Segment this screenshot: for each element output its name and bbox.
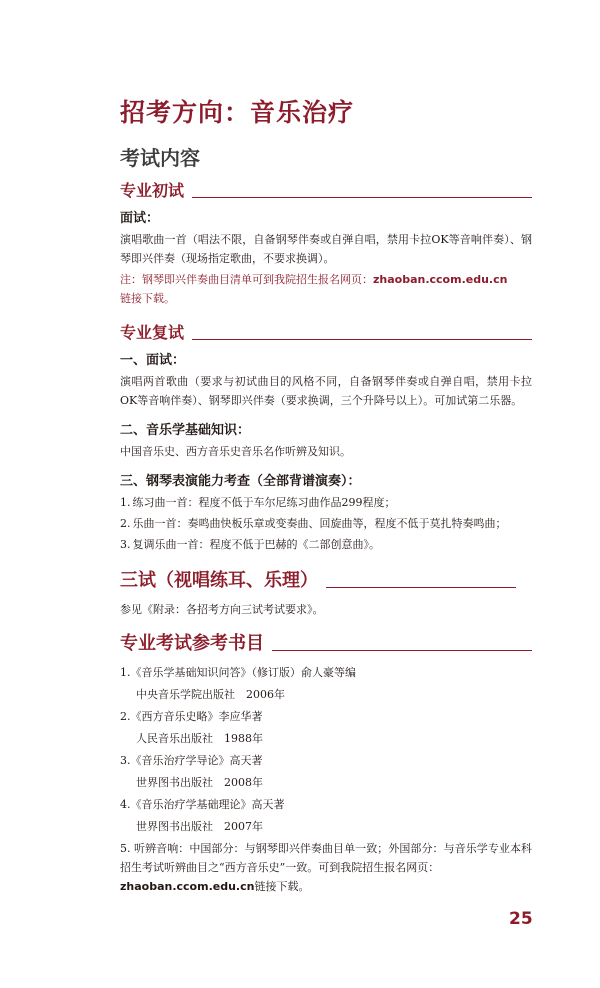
sub-heading: 二、音乐学基础知识：: [120, 423, 251, 438]
book-publisher: 世界图书出版社 2008年: [136, 776, 263, 789]
listening-item: [120, 839, 532, 896]
list-item: [120, 535, 532, 554]
book-title: 4.《音乐治疗学基础理论》高天著: [120, 798, 285, 811]
sub-heading: 一、面试：: [120, 353, 186, 368]
list-text: 练习曲一首：程度不低于车尔尼练习曲作品299程度；: [132, 496, 396, 509]
paragraph: 中国音乐史、西方音乐史音乐名作听辨及知识。: [120, 445, 351, 458]
book-publisher: 人民音乐出版社 1988年: [136, 732, 263, 745]
list-number: 2.: [120, 517, 131, 530]
section-rule: [326, 587, 516, 588]
book-title: 1.《音乐学基础知识问答》（修订版）俞人豪等编: [120, 666, 356, 679]
sub-heading: 面试：: [120, 211, 160, 226]
section-rule: [192, 197, 532, 198]
book-publisher: 世界图书出版社 2007年: [136, 820, 263, 833]
section-heading-initial-exam: [120, 180, 532, 202]
website-link[interactable]: zhaoban.ccom.edu.cn: [373, 273, 508, 286]
page-subtitle: 考试内容: [120, 146, 200, 170]
list-text: 复调乐曲一首：程度不低于巴赫的《二部创意曲》。: [132, 538, 380, 551]
book-title: 2.《西方音乐史略》李应华著: [120, 710, 263, 723]
page-content: [120, 96, 532, 896]
book-title: 3.《音乐治疗学导论》高天著: [120, 754, 263, 767]
list-item: [120, 493, 532, 512]
paragraph: 演唱两首歌曲（要求与初试曲目的风格不同，自备钢琴伴奏或自弹自唱，禁用卡拉OK等音响伴奏）、钢琴即兴伴奏（要求换调，三个升降号以上）。可加试第二乐器。: [120, 375, 532, 407]
book-publisher: 中央音乐学院出版社 2006年: [136, 688, 285, 701]
note: [120, 270, 532, 308]
page-title: 招考方向：音乐治疗: [120, 98, 355, 127]
section-heading-third-exam: [120, 570, 532, 592]
section-rule: [192, 339, 532, 340]
list-number: 1.: [120, 496, 131, 509]
section-heading-reference-books: [120, 633, 532, 655]
section-label: 专业初试: [120, 181, 185, 200]
website-link[interactable]: zhaoban.ccom.edu.cn: [120, 880, 255, 893]
section-label: 三试（视唱练耳、乐理）: [120, 570, 318, 591]
list-text: 乐曲一首：奏鸣曲快板乐章或变奏曲、回旋曲等，程度不低于莫扎特奏鸣曲；: [132, 517, 507, 530]
listening-text: 5. 听辨音响：中国部分：与钢琴即兴伴奏曲目单一致；外国部分：与音乐学专业本科招生考试听辨曲目之“西方音乐史”一致。可到我院招生报名网页：: [120, 842, 532, 874]
note-prefix: 注：钢琴即兴伴奏曲目清单可到我院招生报名网页：: [120, 273, 373, 286]
section-rule: [272, 650, 532, 651]
section-label: 专业复试: [120, 323, 185, 342]
note-suffix: 链接下载。: [120, 292, 175, 305]
section-label: 专业考试参考书目: [120, 633, 264, 654]
page-number: 25: [509, 909, 533, 929]
paragraph: 参见《附录：各招考方向三试考试要求》。: [120, 603, 324, 616]
paragraph: 演唱歌曲一首（唱法不限，自备钢琴伴奏或自弹自唱，禁用卡拉OK等音响伴奏）、钢琴即兴伴奏（现场指定歌曲，不要求换调）。: [120, 233, 532, 265]
sub-heading: 三、钢琴表演能力考查（全部背谱演奏）：: [120, 474, 361, 489]
section-heading-second-exam: [120, 322, 532, 344]
list-item: [120, 514, 532, 533]
listening-suffix: 链接下载。: [254, 880, 310, 893]
list-number: 3.: [120, 538, 131, 551]
